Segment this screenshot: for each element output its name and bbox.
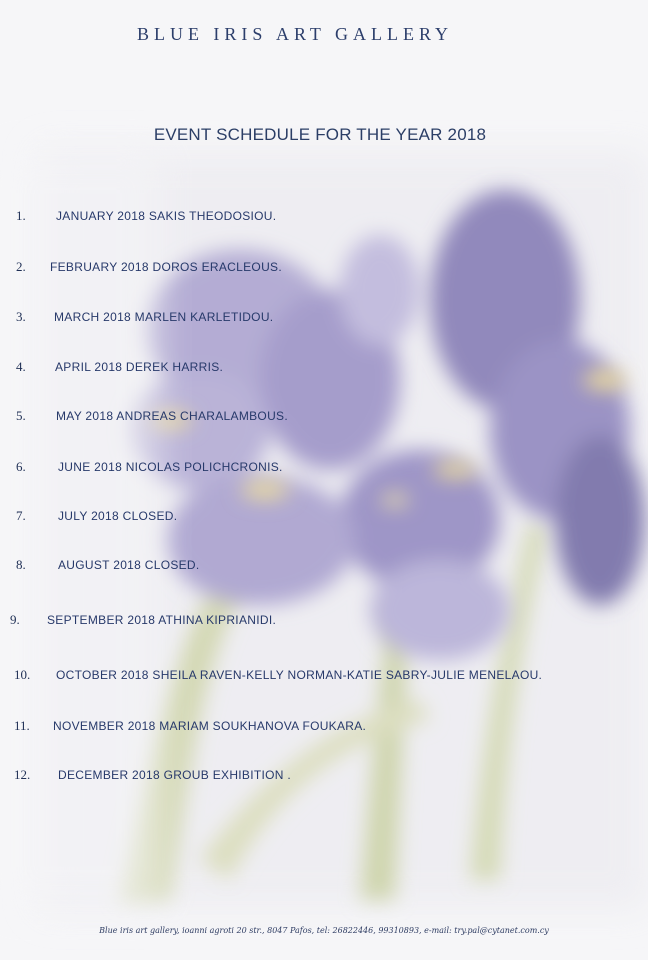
event-text: JANUARY 2018 SAKIS THEODOSIOU. bbox=[56, 209, 277, 223]
event-text: APRIL 2018 DEREK HARRIS. bbox=[55, 360, 224, 374]
event-number: 7. bbox=[16, 508, 26, 523]
contact-footer: Blue iris art gallery, ioanni agroti 20 str., 8047 Pafos, tel: 26822446, 99310893, e-mail: try.pal@cytanet.com.cy bbox=[99, 926, 549, 935]
event-number: 9. bbox=[10, 612, 20, 627]
event-number: 10. bbox=[14, 667, 31, 682]
event-number: 5. bbox=[16, 408, 26, 423]
event-text: SEPTEMBER 2018 ATHINA KIPRIANIDI. bbox=[47, 613, 277, 627]
event-text: OCTOBER 2018 SHEILA RAVEN-KELLY NORMAN-KATIE SABRY-JULIE MENELAOU. bbox=[56, 668, 543, 682]
event-number: 8. bbox=[16, 557, 26, 572]
event-text: AUGUST 2018 CLOSED. bbox=[58, 558, 200, 572]
event-text: DECEMBER 2018 GROUB EXHIBITION . bbox=[58, 768, 291, 782]
schedule-title: EVENT SCHEDULE FOR THE YEAR 2018 bbox=[153, 125, 487, 144]
event-number: 12. bbox=[14, 767, 31, 782]
event-text: MAY 2018 ANDREAS CHARALAMBOUS. bbox=[56, 409, 288, 423]
event-number: 3. bbox=[16, 309, 26, 324]
event-text: FEBRUARY 2018 DOROS ERACLEOUS. bbox=[50, 260, 282, 274]
event-number: 2. bbox=[16, 259, 26, 274]
event-number: 4. bbox=[16, 359, 26, 374]
event-text: JULY 2018 CLOSED. bbox=[58, 509, 178, 523]
gallery-name: BLUE IRIS ART GALLERY bbox=[136, 24, 454, 44]
event-number: 1. bbox=[16, 208, 26, 223]
event-number: 11. bbox=[14, 718, 30, 733]
event-text: MARCH 2018 MARLEN KARLETIDOU. bbox=[54, 310, 274, 324]
event-number: 6. bbox=[16, 459, 26, 474]
event-text: NOVEMBER 2018 MARIAM SOUKHANOVA FOUKARA. bbox=[53, 719, 367, 733]
event-text: JUNE 2018 NICOLAS POLICHCRONIS. bbox=[58, 460, 283, 474]
